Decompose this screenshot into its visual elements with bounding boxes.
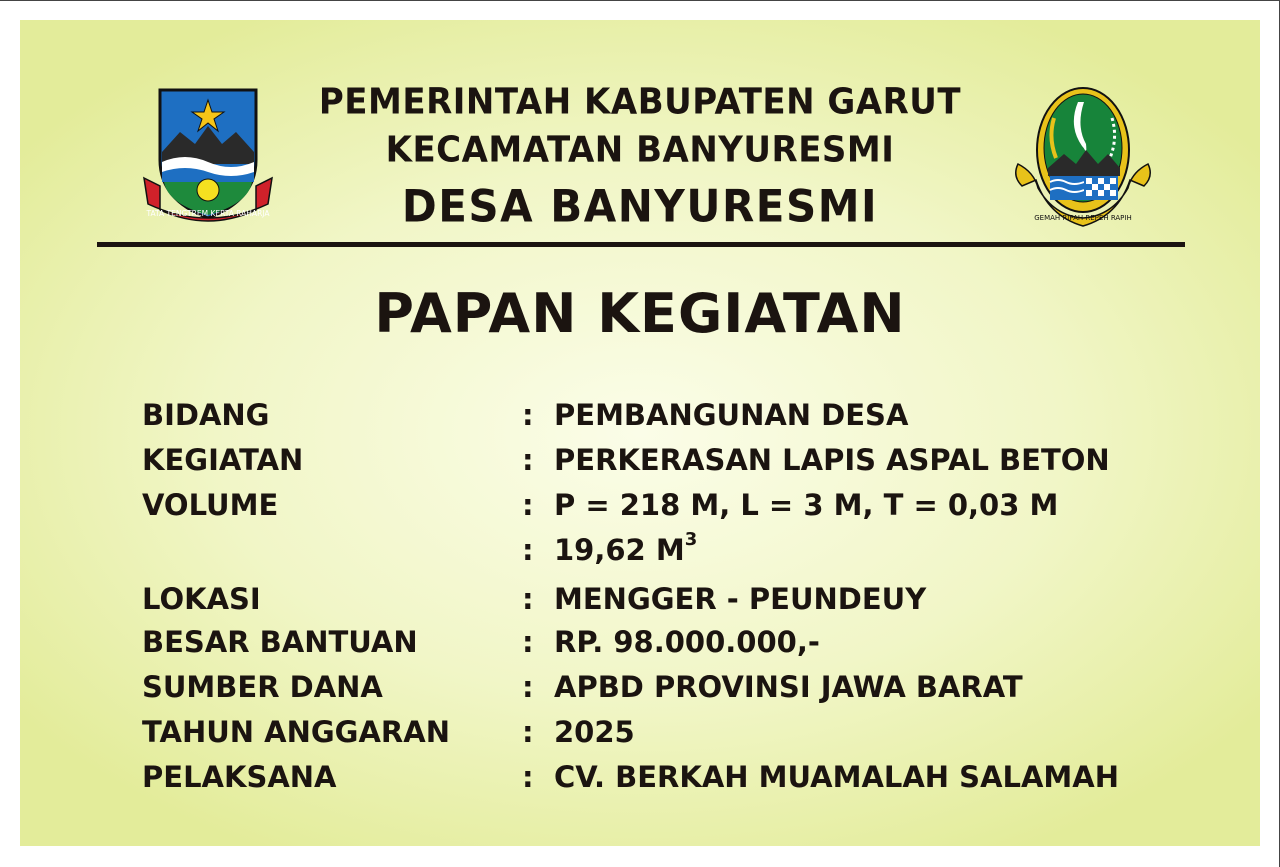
board-title: PAPAN KEGIATAN	[374, 282, 906, 345]
info-row-pelaksana	[142, 760, 1142, 800]
right-crest-ribbon-text: GEMAH RIPAH REPEH RAPIH	[1034, 214, 1132, 222]
row-value: PERKERASAN LAPIS ASPAL BETON	[554, 443, 1110, 477]
info-row-volume	[142, 488, 1142, 528]
row-label: PELAKSANA	[142, 760, 337, 794]
row-colon: :	[522, 760, 534, 794]
row-value: PEMBANGUNAN DESA	[554, 398, 909, 432]
row-colon: :	[522, 533, 534, 567]
row-value: APBD PROVINSI JAWA BARAT	[554, 670, 1023, 704]
row-label: BIDANG	[142, 398, 270, 432]
district-heading: KECAMATAN BANYURESMI	[385, 129, 895, 171]
row-label: SUMBER DANA	[142, 670, 383, 704]
row-value: CV. BERKAH MUAMALAH SALAMAH	[554, 760, 1120, 794]
left-crest-ribbon-text: TATA TENGTREM KERTA RAHARJA	[146, 209, 270, 218]
row-label: LOKASI	[142, 582, 261, 616]
row-colon: :	[522, 715, 534, 749]
row-value: RP. 98.000.000,-	[554, 625, 820, 659]
top-edge-line	[0, 0, 1280, 1]
government-heading: PEMERINTAH KABUPATEN GARUT	[318, 81, 962, 123]
village-heading: DESA BANYURESMI	[401, 180, 879, 233]
info-row-bidang	[142, 398, 1142, 438]
garut-regency-crest-icon	[140, 82, 276, 224]
info-row-sumber-dana	[142, 670, 1142, 710]
row-label: BESAR BANTUAN	[142, 625, 418, 659]
unit-exponent: 3	[684, 529, 698, 551]
row-label: TAHUN ANGGARAN	[142, 715, 450, 749]
row-value: 2025	[554, 715, 635, 749]
row-label: KEGIATAN	[142, 443, 304, 477]
info-row-volume-total	[142, 529, 1142, 573]
row-value: P = 218 M, L = 3 M, T = 0,03 M	[554, 488, 1059, 522]
info-row-tahun-anggaran	[142, 715, 1142, 755]
row-label: VOLUME	[142, 488, 279, 522]
row-colon: :	[522, 488, 534, 522]
row-colon: :	[522, 443, 534, 477]
west-java-province-crest-icon	[1012, 76, 1154, 234]
info-row-besar-bantuan	[142, 625, 1142, 665]
info-row-lokasi	[142, 582, 1142, 622]
row-colon: :	[522, 398, 534, 432]
row-colon: :	[522, 625, 534, 659]
header-divider	[97, 242, 1185, 247]
row-colon: :	[522, 670, 534, 704]
row-value: 19,62 $M^3$	[554, 529, 698, 567]
info-row-kegiatan	[142, 443, 1142, 483]
row-colon: :	[522, 582, 534, 616]
row-value: MENGGER - PEUNDEUY	[554, 582, 927, 616]
